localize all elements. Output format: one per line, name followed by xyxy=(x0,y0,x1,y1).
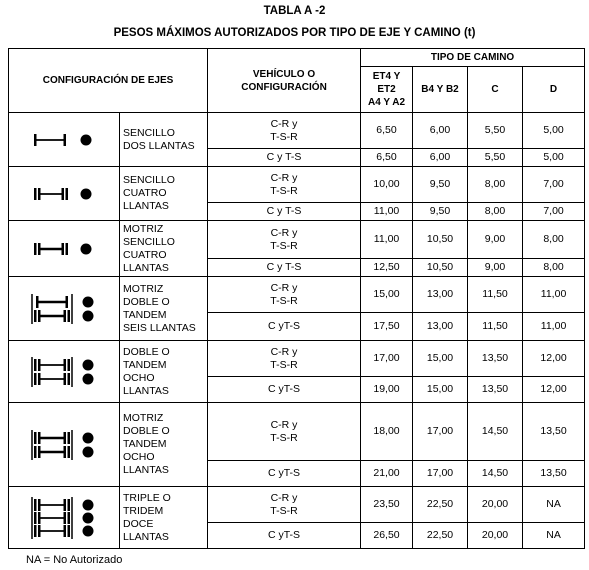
weight-value-cell: 7,00 xyxy=(523,203,585,221)
weight-value-cell: 11,00 xyxy=(523,277,585,313)
tandem-eight-tires-icon xyxy=(9,341,120,403)
weight-value-cell: 22,50 xyxy=(413,523,468,549)
weight-value-cell: 13,50 xyxy=(468,377,523,403)
weight-value-cell: 5,00 xyxy=(523,149,585,167)
vehicle-config-cell: C-R y T-S-R xyxy=(208,167,361,203)
weight-value-cell: 18,00 xyxy=(361,403,413,461)
weight-value-cell: 15,00 xyxy=(361,277,413,313)
weight-value-cell: 9,50 xyxy=(413,203,468,221)
vehicle-config-cell: C-R y T-S-R xyxy=(208,113,361,149)
table-row xyxy=(9,167,585,203)
vehicle-config-cell: C-R y T-S-R xyxy=(208,341,361,377)
weight-value-cell: 11,00 xyxy=(361,221,413,259)
weight-value-cell: 11,50 xyxy=(468,313,523,341)
weight-value-cell: 13,50 xyxy=(523,403,585,461)
weight-value-cell: 6,00 xyxy=(413,149,468,167)
weight-value-cell: 6,50 xyxy=(361,149,413,167)
weight-value-cell: 11,00 xyxy=(523,313,585,341)
weight-value-cell: 6,00 xyxy=(413,113,468,149)
weight-value-cell: 13,50 xyxy=(523,461,585,487)
weight-value-cell: 17,50 xyxy=(361,313,413,341)
weight-value-cell: 12,00 xyxy=(523,341,585,377)
weight-value-cell: 10,00 xyxy=(361,167,413,203)
header-road-et4: ET4 Y ET2 A4 Y A2 xyxy=(361,67,413,113)
axle-config-label: SENCILLO CUATRO LLANTAS xyxy=(120,167,208,221)
header-road-b4: B4 Y B2 xyxy=(413,67,468,113)
weight-value-cell: 15,00 xyxy=(413,377,468,403)
table-row xyxy=(9,113,585,149)
single-axle-four-tires-icon xyxy=(9,167,120,221)
weight-value-cell: 5,50 xyxy=(468,113,523,149)
weight-value-cell: NA xyxy=(523,487,585,523)
weight-value-cell: 12,00 xyxy=(523,377,585,403)
header-vehicle: VEHÍCULO O CONFIGURACIÓN xyxy=(208,49,361,113)
weight-value-cell: 22,50 xyxy=(413,487,468,523)
table-row xyxy=(9,221,585,259)
vehicle-config-cell: C-R y T-S-R xyxy=(208,403,361,461)
weights-table xyxy=(8,48,585,549)
header-road-type: TIPO DE CAMINO xyxy=(361,49,585,67)
axle-config-label: MOTRIZ DOBLE O TANDEM SEIS LLANTAS xyxy=(120,277,208,341)
vehicle-config-cell: C yT-S xyxy=(208,523,361,549)
triple-tridem-twelve-tires-icon xyxy=(9,487,120,549)
vehicle-config-cell: C-R y T-S-R xyxy=(208,221,361,259)
weight-value-cell: 10,50 xyxy=(413,259,468,277)
weight-value-cell: 20,00 xyxy=(468,523,523,549)
vehicle-config-cell: C yT-S xyxy=(208,461,361,487)
axle-config-label: TRIPLE O TRIDEM DOCE LLANTAS xyxy=(120,487,208,549)
weight-value-cell: NA xyxy=(523,523,585,549)
weight-value-cell: 17,00 xyxy=(361,341,413,377)
drive-single-axle-four-tires-icon xyxy=(9,221,120,277)
footnote: NA = No Autorizado xyxy=(26,554,123,566)
table-row xyxy=(9,341,585,377)
weight-value-cell: 8,00 xyxy=(523,259,585,277)
weight-value-cell: 13,00 xyxy=(413,277,468,313)
axle-config-label: SENCILLO DOS LLANTAS xyxy=(120,113,208,167)
weight-value-cell: 5,00 xyxy=(523,113,585,149)
weight-value-cell: 19,00 xyxy=(361,377,413,403)
axle-config-label: MOTRIZ DOBLE O TANDEM OCHO LLANTAS xyxy=(120,403,208,487)
axle-config-label: DOBLE O TANDEM OCHO LLANTAS xyxy=(120,341,208,403)
weight-value-cell: 8,00 xyxy=(468,203,523,221)
weight-value-cell: 7,00 xyxy=(523,167,585,203)
weight-value-cell: 11,50 xyxy=(468,277,523,313)
weight-value-cell: 14,50 xyxy=(468,403,523,461)
single-axle-two-tires-icon xyxy=(9,113,120,167)
table-subtitle: PESOS MÁXIMOS AUTORIZADOS POR TIPO DE EJE Y CAMINO (t) xyxy=(113,27,476,39)
weight-value-cell: 11,00 xyxy=(361,203,413,221)
weight-value-cell: 8,00 xyxy=(523,221,585,259)
weight-value-cell: 8,00 xyxy=(468,167,523,203)
drive-tandem-eight-tires-icon xyxy=(9,403,120,487)
weight-value-cell: 6,50 xyxy=(361,113,413,149)
header-road-d: D xyxy=(523,67,585,113)
weight-value-cell: 12,50 xyxy=(361,259,413,277)
table-row xyxy=(9,277,585,313)
header-axle-config: CONFIGURACIÓN DE EJES xyxy=(9,49,208,113)
weight-value-cell: 9,00 xyxy=(468,221,523,259)
weight-value-cell: 13,50 xyxy=(468,341,523,377)
table-row xyxy=(9,487,585,523)
vehicle-config-cell: C-R y T-S-R xyxy=(208,487,361,523)
vehicle-config-cell: C yT-S xyxy=(208,313,361,341)
vehicle-config-cell: C-R y T-S-R xyxy=(208,277,361,313)
weight-value-cell: 21,00 xyxy=(361,461,413,487)
vehicle-config-cell: C y T-S xyxy=(208,259,361,277)
weight-value-cell: 17,00 xyxy=(413,403,468,461)
weight-value-cell: 20,00 xyxy=(468,487,523,523)
weight-value-cell: 23,50 xyxy=(361,487,413,523)
table-row xyxy=(9,403,585,461)
vehicle-config-cell: C yT-S xyxy=(208,377,361,403)
weight-value-cell: 15,00 xyxy=(413,341,468,377)
weight-value-cell: 26,50 xyxy=(361,523,413,549)
weight-value-cell: 5,50 xyxy=(468,149,523,167)
weight-value-cell: 10,50 xyxy=(413,221,468,259)
drive-tandem-six-tires-icon xyxy=(9,277,120,341)
weight-value-cell: 13,00 xyxy=(413,313,468,341)
weight-value-cell: 17,00 xyxy=(413,461,468,487)
table-title: TABLA A -2 xyxy=(263,5,326,17)
axle-config-label: MOTRIZ SENCILLO CUATRO LLANTAS xyxy=(120,221,208,277)
weight-value-cell: 14,50 xyxy=(468,461,523,487)
vehicle-config-cell: C y T-S xyxy=(208,203,361,221)
weight-value-cell: 9,50 xyxy=(413,167,468,203)
vehicle-config-cell: C y T-S xyxy=(208,149,361,167)
weight-value-cell: 9,00 xyxy=(468,259,523,277)
header-road-c: C xyxy=(468,67,523,113)
